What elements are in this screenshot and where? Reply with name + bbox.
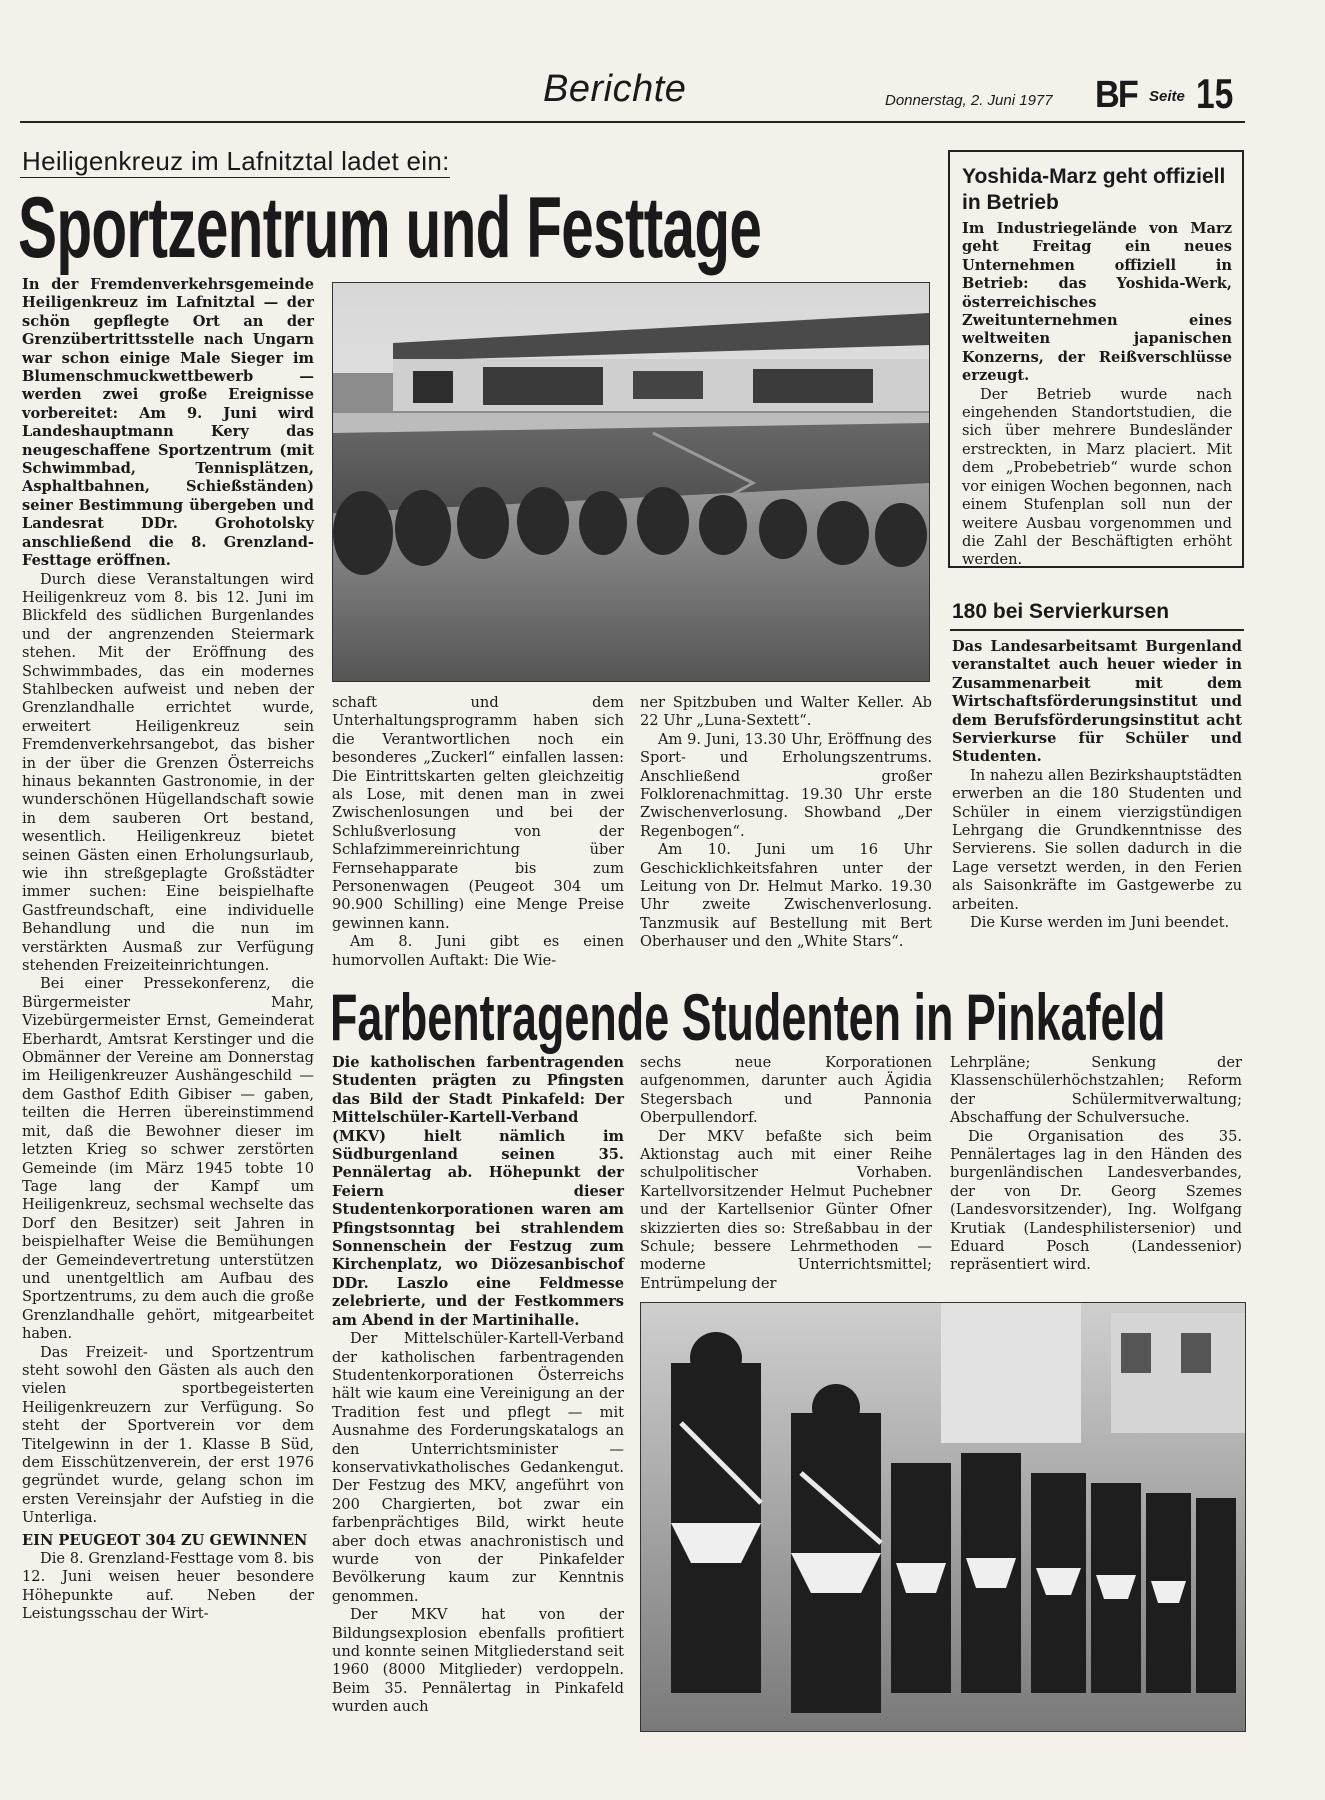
issue-date: Donnerstag, 2. Juni 1977	[885, 92, 1053, 109]
students-paragraph: Die Organisation des 35. Pennälertages lag in den Händen des burgenländischen Landesverbandes, der von Dr. Georg Szemes (Landesvorsitzender), Ing. Wolfgang Krutiak (Landesphilistersenior) und Eduard Posch (Landessenior) repräsentiert wird.	[950, 1127, 1242, 1274]
servier-paragraph: Die Kurse werden im Juni beendet.	[970, 914, 1230, 932]
servier-headline: 180 bei Servierkursen	[952, 600, 1170, 623]
main-paragraph: Am 9. Juni, 13.30 Uhr, Eröffnung des Sport- und Erholungszentrums. Anschließend großer Folklorenachmittag. 19.30 Uhr erste Zwischenverlosung. Showband „Der Regenbogen“.	[640, 730, 932, 840]
main-paragraph: Bei einer Pressekonferenz, die Bürgermeister Mahr, Vizebürgermeister Ernst, Gemeinderat Eberhardt, Amtsrat Kerstinger und die Obmänner der Vereine am Donnerstag im Heiligenkreuzer Aushängeschild — dem Gasthof Edith Gibiser — gaben, teilten die Herren übereinstimmend mit, daß die Bewohner dieser im letzten Krieg so schwer zerstörten Gemeinde (im März 1945 tobte 10 Tage lang der Kampf um Heiligenkreuz, sechsmal wechselte das Dorf den Besitzer) seit Jahren in beispielhafter Weise die Bemühungen der Gemeindevertretung unterstützen und unentgeltlich am Aufbau des Sportzentrums, zu dem auch die große Grenzlandhalle gehört, mitgearbeitet haben.	[22, 975, 314, 1343]
main-paragraph: ner Spitzbuben und Walter Keller. Ab 22 Uhr „Luna-Sextett“.	[640, 694, 932, 730]
students-col-2	[640, 1054, 932, 1293]
yoshida-lead: Im Industriegelände von Marz geht Freitag ein neues Unternehmen offiziell in Betrieb: das Yoshida-Werk, österreichisches Zweitunternehmen eines weltweiten japanischen Konzerns, der Reißverschlüsse erzeugt.	[962, 220, 1232, 385]
main-headline: Sportzentrum und Festtage	[18, 180, 762, 276]
main-col-1	[22, 276, 314, 1624]
main-paragraph: Das Freizeit- und Sportzentrum steht sowohl den Gästen als auch den vielen sportbegeisterten Heiligenkreuzern zur Verfügung. So steht der Sportverein vor dem Titelgewinn in der 1. Klasse B Süd, dem Eisschützenverein, der erst 1976 gegründet wurde, gelang schon im ersten Vereinsjahr der Aufstieg in die Unterliga.	[22, 1343, 314, 1527]
main-paragraph: Durch diese Veranstaltungen wird Heiligenkreuz vom 8. bis 12. Juni im Blickfeld des südlichen Burgenlandes und der angrenzenden Steiermark stehen. Mit der Eröffnung des Schwimmbades, das ein modernes Stahlbecken aufweist und neben der Grenzlandhalle errichtet wurde, erweitert Heiligenkreuz sein Fremdenverkehrsangebot, das bisher in der über die Grenzen Österreichs hinaus bekannten Gastronomie, in der wunderschönen Hügellandschaft sowie in dem sauberen Ort bestand, wesentlich. Heiligenkreuz bietet seinen Gästen einen Erholungsurlaub, wie ihn streßgeplagte Großstädter immer suchen: Eine beispielhafte Gastfreundschaft, eine individuelle Behandlung und die nun im verstärkten Ausmaß zur Verfügung stehenden Freizeiteinrichtungen.	[22, 570, 314, 975]
main-paragraph: Am 10. Juni um 16 Uhr Geschicklichkeitsfahren unter der Leitung von Dr. Helmut Marko. 19.30 Uhr zweite Zwischenverlosung. Tanzmusik auf Bestellung mit Bert Oberhauser und den „White Stars“.	[640, 841, 932, 951]
page-number: 15	[1196, 70, 1234, 117]
main-subheading: EIN PEUGEOT 304 ZU GEWINNEN	[22, 1531, 308, 1549]
pool-photo	[332, 282, 930, 682]
page-label: Seite	[1149, 88, 1185, 105]
students-paragraph: Der MKV hat von der Bildungsexplosion ebenfalls profitiert und konnte seinen Mitgliederstand seit 1960 (8000 Mitglieder) verdoppeln. Beim 35. Pennälertag in Pinkafeld wurden auch	[332, 1606, 624, 1716]
students-lead: Die katholischen farbentragenden Studenten prägten zu Pfingsten das Bild der Stadt Pinkafeld: Der Mittelschüler-Kartell-Verband (MKV) hielt nämlich im Südburgenland seinen 35. Pennälertag ab. Höhepunkt der Feiern dieser Studentenkorporationen waren am Pfingstsonntag bei strahlendem Sonnenschein der Festzug zum Kirchenplatz, wo Diözesanbischof DDr. Laszlo eine Feldmesse zelebrierte, und der Festkommers am Abend in der Martinihalle.	[332, 1054, 624, 1329]
newspaper-logo: BF	[1095, 74, 1137, 116]
yoshida-paragraph: Der Betrieb wurde nach eingehenden Standortstudien, die sich über mehrere Bundesländer erstreckten, in Marz placiert. Mit dem „Probebetrieb“ wurde schon vor einigen Wochen begonnen, nach einem Stufenplan soll nun der weitere Ausbau vorgenommen und die Zahl der Beschäftigten erhöht werden.	[962, 385, 1232, 569]
students-col-3	[950, 1054, 1242, 1275]
main-paragraph: Die 8. Grenzland-Festtage vom 8. bis 12. Juni weisen heuer besondere Höhepunkte auf. Neben der Leistungsschau der Wirt-	[22, 1550, 314, 1623]
main-col-2	[332, 694, 624, 970]
students-paragraph: sechs neue Korporationen aufgenommen, darunter auch Ägidia Stegersbach und Pannonia Oberpullendorf.	[640, 1054, 932, 1127]
students-paragraph: Der Mittelschüler-Kartell-Verband der katholischen farbentragenden Studentenkorporationen Österreichs hält wie kaum eine Vereinigung an der Tradition fest und pflegt — mit Ausnahme des Forderungskatalogs an den Unterrichtsminister — konservativkatholisches Gedankengut. Der Festzug des MKV, angeführt von 200 Chargierten, bot zwar ein farbenprächtiges Bild, wirkt heute aber doch etwas anachronistisch und wurde von der Pinkafelder Bevölkerung kaum zur Kenntnis genommen.	[332, 1330, 624, 1605]
servier-paragraph: In nahezu allen Bezirkshauptstädten erwerben an die 180 Studenten und Schüler in einem vierzigstündigen Lehrgang die Grundkenntnisse des Servierens. Sie sollen dadurch in die Lage versetzt werden, in den Ferien als Saisonkräfte im Gastgewerbe zu arbeiten.	[952, 766, 1242, 913]
main-lead: In der Fremdenverkehrsgemeinde Heiligenkreuz im Lafnitztal — der schön gepflegte Ort an der Grenzübertrittsstelle nach Ungarn war schon einige Male Sieger im Blumenschmuckwettbewerb — werden zwei große Ereignisse vorbereitet: Am 9. Juni wird Landeshauptmann Kery das neugeschaffene Sportzentrum (mit Schwimmbad, Tennisplätzen, Asphaltbahnen, Schießständen) seiner Bestimmung übergeben und Landesrat DDr. Grohotolsky anschließend die 8. Grenzland-Festtage eröffnen.	[22, 276, 314, 570]
servier-body	[952, 638, 1242, 933]
header-rule	[20, 121, 1245, 123]
section-title: Berichte	[543, 68, 687, 110]
kicker: Heiligenkreuz im Lafnitztal ladet ein:	[22, 146, 450, 176]
students-paragraph: Der MKV befaßte sich beim Aktionstag auch mit einer Reihe schulpolitischer Vorhaben. Kartellvorsitzender Helmut Puchebner und der Kartellsenior Günter Ofner skizzierten dies so: Streßabbau in der Schule; bessere Lehrmethoden — moderne Unterrichtsmittel; Entrümpelung der	[640, 1127, 932, 1292]
main-paragraph: Am 8. Juni gibt es einen humorvollen Auftakt: Die Wie-	[332, 933, 624, 969]
servier-rule	[950, 629, 1244, 631]
main-paragraph: schaft und dem Unterhaltungsprogramm haben sich die Verantwortlichen noch ein besonderes „Zuckerl“ einfallen lassen: Die Eintrittskarten gelten gleichzeitig als Lose, mit denen man in zwei Zwischenlosungen und bei der Schlußverlosung von der Schlafzimmereinrichtung über Fernsehapparate bis zum Personenwagen (Peugeot 304 um 90.900 Schilling) eine Menge Preise gewinnen kann.	[332, 694, 624, 932]
kicker-rule	[20, 177, 450, 178]
main-col-3	[640, 694, 932, 952]
yoshida-body	[962, 220, 1232, 570]
students-col-1	[332, 1054, 624, 1717]
yoshida-headline: Yoshida-Marz geht offiziell in Betrieb	[962, 165, 1226, 214]
servier-lead: Das Landesarbeitsamt Burgenland veranstaltet auch heuer wieder in Zusammenarbeit mit dem Wirtschaftsförderungsinstitut und dem Berufsförderungsinstitut acht Servierkurse für Schüler und Studenten.	[952, 638, 1242, 766]
students-photo	[640, 1302, 1246, 1732]
students-headline: Farbentragende Studenten in Pinkafeld	[330, 980, 1166, 1054]
students-paragraph: Lehrpläne; Senkung der Klassenschülerhöchstzahlen; Reform der Schülermitverwaltung; Abschaffung der Schulversuche.	[950, 1054, 1242, 1127]
